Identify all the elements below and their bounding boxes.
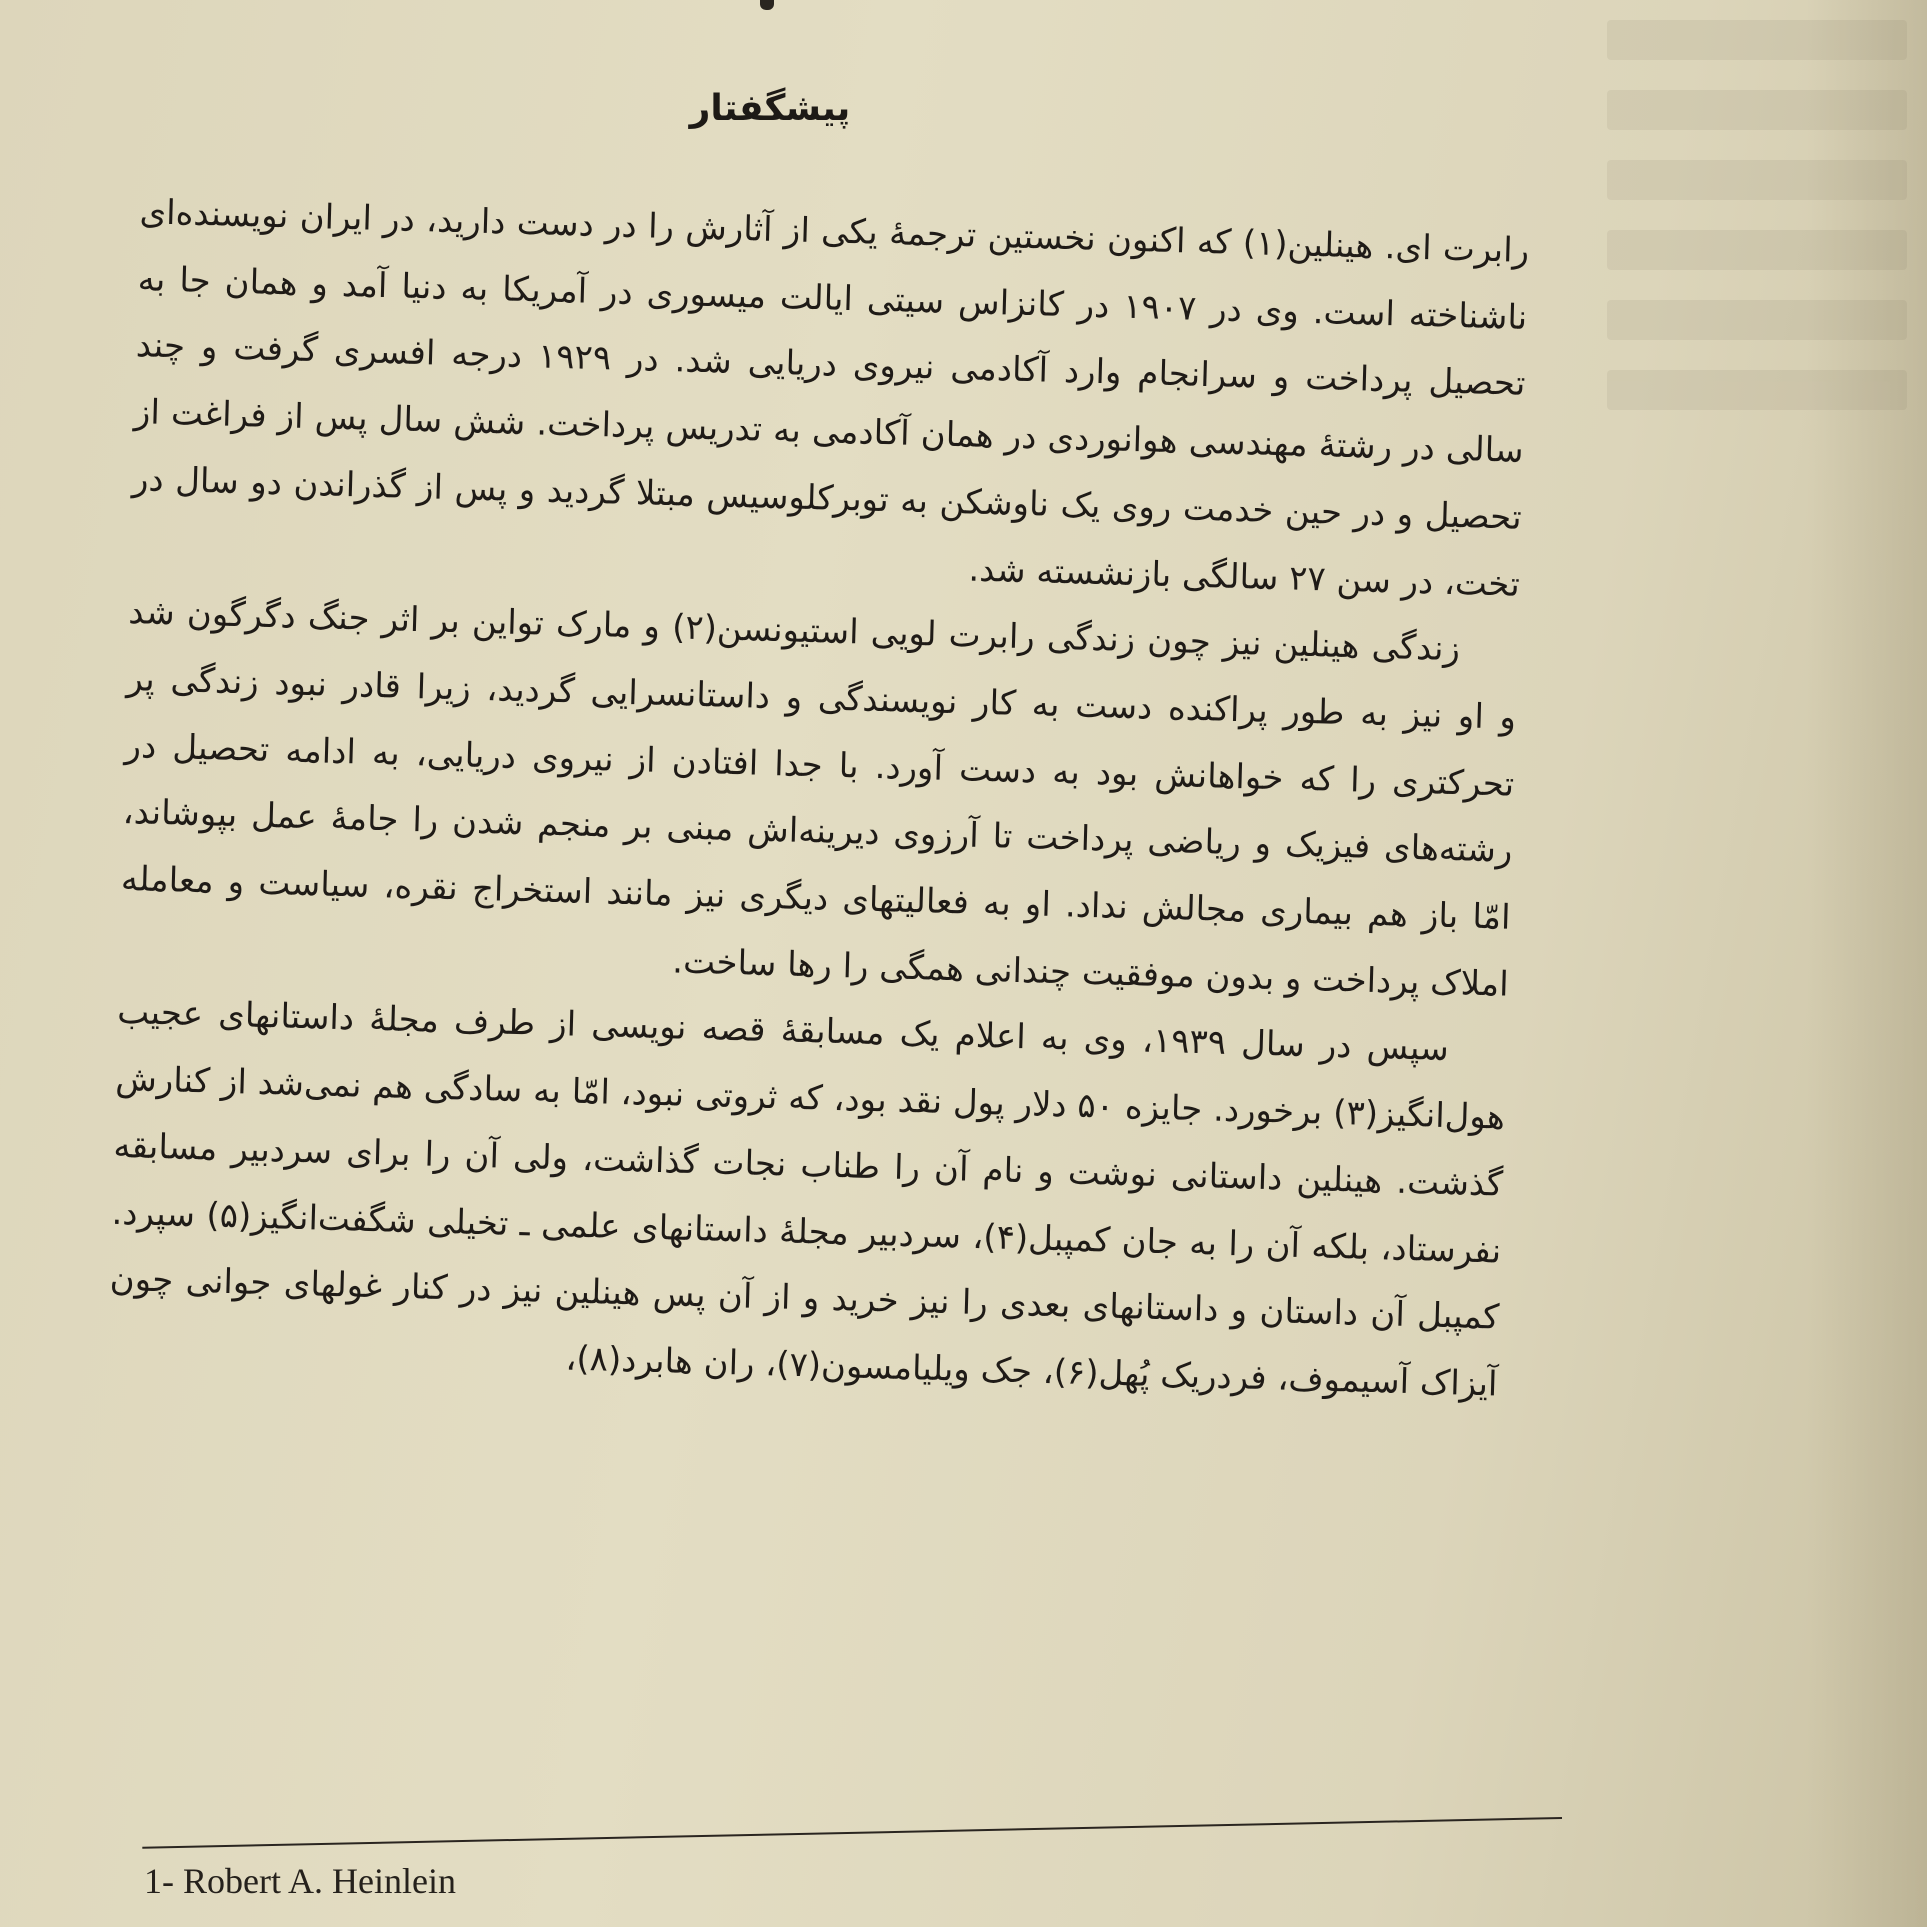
paragraph-3: سپس در سال ۱۹۳۹، وی به اعلام یک مسابقهٔ قصه نویسی از طرف مجلهٔ داستانهای عجیب هول‌انگیز(۳) برخورد. جایزه ۵۰ دلار پول نقد بود، که ثروتی نبود، امّا به سادگی هم نمی‌شد از کنارش گذشت. هینلین داستانی نوشت و نام آن را طناب نجات گذاشت، ولی آن را برای سردبیر مسابقه نفرستاد، بلکه آن را به جان کمپبل(۴)، سردبیر مجلهٔ داستانهای علمی ـ تخیلی شگفت‌انگیز(۵) سپرد. کمپبل آن داستان و داستانهای بعدی را نیز خرید و از آن پس هینلین نیز در کنار غولهای جوانی چون آیزاک آسیموف، فردریک پُهل(۶)، جک ویلیامسون(۷)، ران هابرد(۸)، xyxy=(109,992,1506,1405)
show-through-line xyxy=(1607,160,1907,200)
show-through-text xyxy=(1607,20,1907,1860)
ink-mark xyxy=(760,0,774,10)
show-through-line xyxy=(1607,230,1907,270)
chapter-heading: پیشگفتار xyxy=(689,88,851,129)
show-through-line xyxy=(1607,300,1907,340)
show-through-line xyxy=(1607,20,1907,60)
body-text xyxy=(107,179,1530,1418)
paragraph-2: زندگی هینلین نیز چون زندگی رابرت لویی استیونسن(۲) و مارک تواین بر اثر جنگ دگرگون شد و او نیز به طور پراکنده دست به کار نویسندگی و داستانسرایی گردید، زیرا قادر نبود زندگی پر تحرکتری را که خواهانش بود به دست آورد. با جدا افتادن از نیروی دریایی، به ادامه تحصیل در رشته‌های فیزیک و ریاضی پرداخت تا آرزوی دیرینه‌اش مبنی بر منجم شدن را جامهٔ عمل بپوشاند، امّا باز هم بیماری مجالش نداد. او به فعالیتهای دیگری نیز مانند استخراج نقره، سیاست و معامله املاک پرداخت و بدون موفقیت چندانی همگی را رها ساخت. xyxy=(120,592,1517,1005)
paragraph-1: رابرت ای. هینلین(۱) که اکنون نخستین ترجمهٔ یکی از آثارش را در دست دارید، در ایران نویسنده‌ای ناشناخته است. وی در ۱۹۰۷ در کانزاس سیتی ایالت میسوری در آمریکا به دنیا آمد و همان جا به تحصیل پرداخت و سرانجام وارد آکادمی نیروی دریایی شد. در ۱۹۲۹ درجه افسری گرفت و چند سالی در رشتهٔ مهندسی هوانوردی در همان آکادمی به تدریس پرداخت. شش سال پس از فراغت از تحصیل و در حین خدمت روی یک ناوشکن به توبرکلوسیس مبتلا گردید و پس از گذراندن دو سال در تخت، در سن ۲۷ سالگی بازنشسته شد. xyxy=(131,192,1530,605)
footnote-separator xyxy=(142,1817,1562,1849)
show-through-line xyxy=(1607,90,1907,130)
show-through-line xyxy=(1607,370,1907,410)
footnote-1: 1- Robert A. Heinlein xyxy=(144,1861,456,1901)
